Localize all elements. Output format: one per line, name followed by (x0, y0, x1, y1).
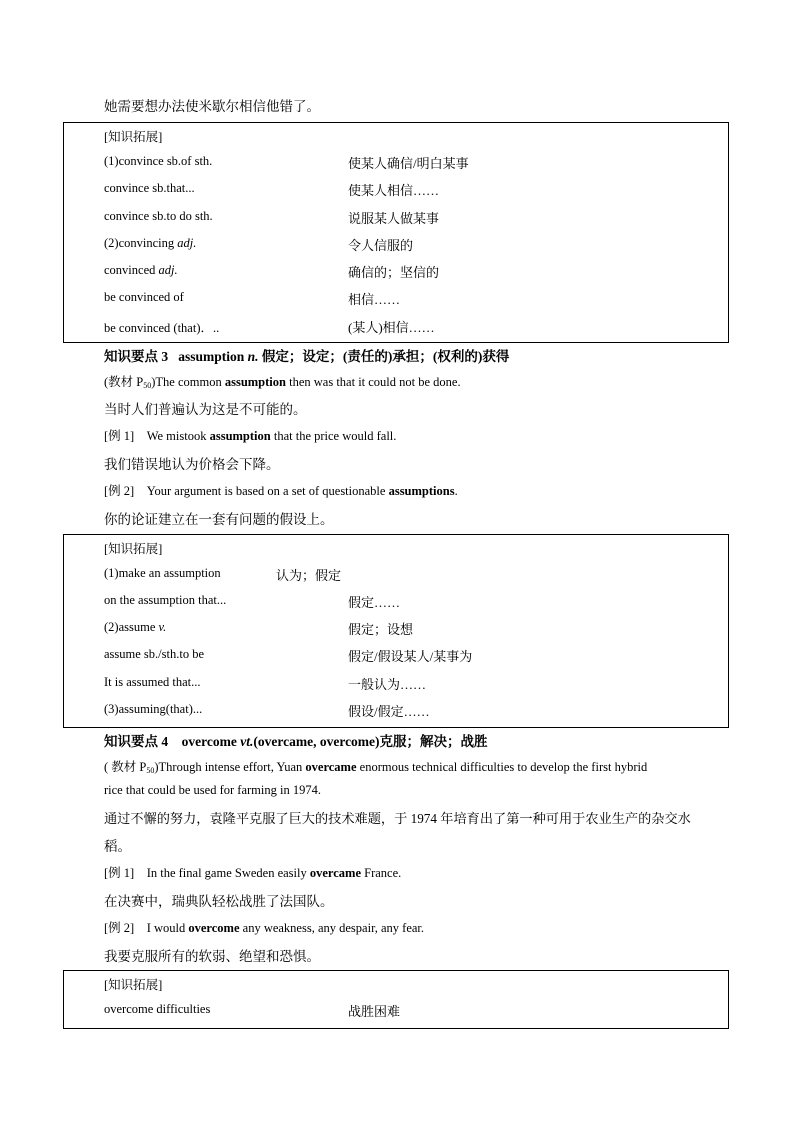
intro-translation: 她需要想办法使米歇尔相信他错了。 (104, 99, 320, 114)
phrase-cn: 假定/假设某人/某事为 (348, 649, 473, 664)
extension-row (104, 675, 201, 690)
example-1 (104, 426, 396, 444)
point-label: 知识要点 4 (104, 734, 169, 749)
phrase-cn: (某人)相信…… (348, 320, 435, 335)
example-1-translation: 我们错误地认为价格会下降。 (104, 457, 280, 472)
textbook-translation: 当时人们普遍认为这是不可能的。 (104, 402, 307, 417)
verb-forms: (overcame, overcome) (253, 734, 380, 749)
phrase-en: (2)assume (104, 620, 159, 634)
phrase-cn: 战胜困难 (348, 1004, 401, 1019)
keyword: overcome (188, 921, 240, 935)
point-3-heading (104, 345, 509, 365)
sentence-text: In the final game Sweden easily (146, 866, 310, 880)
page-subscript: 50 (146, 766, 155, 775)
keyword: overcame (305, 760, 357, 774)
textbook-translation: 通过不懈的努力，袁隆平克服了巨大的技术难题，于 1974 年培育出了第一种可用于农业生产的杂交水 (104, 811, 691, 826)
sentence-text: Your argument is based on a set of questionable (146, 484, 389, 498)
example-label: [例 1] (104, 429, 135, 443)
example-1-translation: 在决赛中，瑞典队轻松战胜了法国队。 (104, 894, 334, 909)
knowledge-extension-box-assumption (63, 534, 729, 728)
sentence-text: that the price would fall. (270, 429, 397, 443)
extension-row (104, 290, 184, 305)
box-title: [知识拓展] (104, 130, 163, 144)
extension-row (104, 566, 221, 581)
phrase-en: (3)assuming(that)... (104, 702, 203, 716)
example-1 (104, 863, 401, 881)
sentence-text: )Through intense effort, Yuan (154, 760, 306, 774)
extension-row (104, 209, 213, 224)
textbook-example (104, 372, 461, 390)
example-2-translation: 你的论证建立在一套有问题的假设上。 (104, 512, 334, 527)
phrase-cn: 假定；设想 (348, 622, 414, 637)
phrase-en: convince sb.that... (104, 181, 195, 195)
point-label: 知识要点 3 (104, 349, 169, 364)
part-of-speech: n. (247, 349, 259, 364)
headword-meaning: 假定；设定；(责任的)承担；(权利的)获得 (261, 349, 510, 364)
textbook-example-line-2: rice that could be used for farming in 1974. (104, 783, 321, 797)
example-2 (104, 918, 424, 936)
extension-row (104, 318, 219, 336)
phrase-en: be convinced (that)．.. (104, 321, 220, 335)
part-of-speech: adj. (177, 236, 197, 250)
headword-meaning: 克服；解决；战胜 (379, 734, 488, 749)
part-of-speech: v. (158, 620, 167, 634)
keyword: assumptions (388, 484, 455, 498)
example-label: [例 1] (104, 866, 135, 880)
example-2 (104, 481, 458, 499)
keyword: overcame (309, 866, 361, 880)
sentence-text: . (454, 484, 458, 498)
phrase-en: It is assumed that... (104, 675, 201, 689)
phrase-en: (1)make an assumption (104, 566, 221, 580)
knowledge-extension-box-overcome (63, 970, 729, 1029)
phrase-en: (2)convincing (104, 236, 178, 250)
knowledge-extension-box-convince (63, 122, 729, 343)
sentence-text: any weakness, any despair, any fear. (239, 921, 425, 935)
box-title: [知识拓展] (104, 542, 163, 556)
keyword: assumption (224, 375, 286, 389)
example-label: [例 2] (104, 921, 135, 935)
phrase-en: (1)convince sb.of sth. (104, 154, 213, 168)
box-title: [知识拓展] (104, 978, 163, 992)
phrase-cn: 假定…… (348, 595, 401, 610)
sentence-text: France. (361, 866, 402, 880)
extension-row (104, 1002, 210, 1017)
point-4-heading (104, 730, 488, 750)
sentence-text: then was that it could not be done. (285, 375, 461, 389)
phrase-cn: 使某人确信/明白某事 (348, 156, 469, 171)
phrase-cn: 令人信服的 (348, 238, 414, 253)
phrase-en: be convinced of (104, 290, 184, 304)
textbook-translation-line-2: 稻。 (104, 839, 131, 854)
extension-row (104, 263, 178, 278)
phrase-cn: 认为；假定 (276, 568, 342, 583)
phrase-en: overcome difficulties (104, 1002, 211, 1016)
extension-row (104, 181, 195, 196)
sentence-text: enormous technical difficulties to develop the first hybrid (356, 760, 648, 774)
headword: assumption (178, 349, 245, 364)
source-label: ( 教材 P (104, 760, 147, 774)
phrase-cn: 使某人相信…… (348, 183, 440, 198)
extension-row (104, 647, 204, 662)
phrase-en: convinced (104, 263, 159, 277)
example-label: [例 2] (104, 484, 135, 498)
extension-row (104, 620, 166, 635)
phrase-en: assume sb./sth.to be (104, 647, 204, 661)
part-of-speech: adj. (158, 263, 178, 277)
extension-row (104, 702, 202, 717)
phrase-cn: 假设/假定…… (348, 704, 430, 719)
textbook-example (104, 757, 722, 775)
part-of-speech: vt. (240, 734, 254, 749)
extension-row (104, 593, 226, 608)
phrase-en: on the assumption that... (104, 593, 227, 607)
phrase-cn: 一般认为…… (348, 677, 427, 692)
sentence-text: We mistook (146, 429, 210, 443)
sentence-text: )The common (151, 375, 225, 389)
source-label: (教材 P (104, 375, 144, 389)
sentence-text: I would (146, 921, 189, 935)
extension-row (104, 154, 212, 169)
extension-row (104, 236, 196, 251)
example-2-translation: 我要克服所有的软弱、绝望和恐惧。 (104, 949, 320, 964)
keyword: assumption (209, 429, 271, 443)
phrase-cn: 说服某人做某事 (348, 211, 440, 226)
phrase-cn: 确信的；坚信的 (348, 265, 440, 280)
phrase-en: convince sb.to do sth. (104, 209, 213, 223)
phrase-cn: 相信…… (348, 292, 401, 307)
headword: overcome (181, 734, 237, 749)
page-subscript: 50 (143, 381, 152, 390)
